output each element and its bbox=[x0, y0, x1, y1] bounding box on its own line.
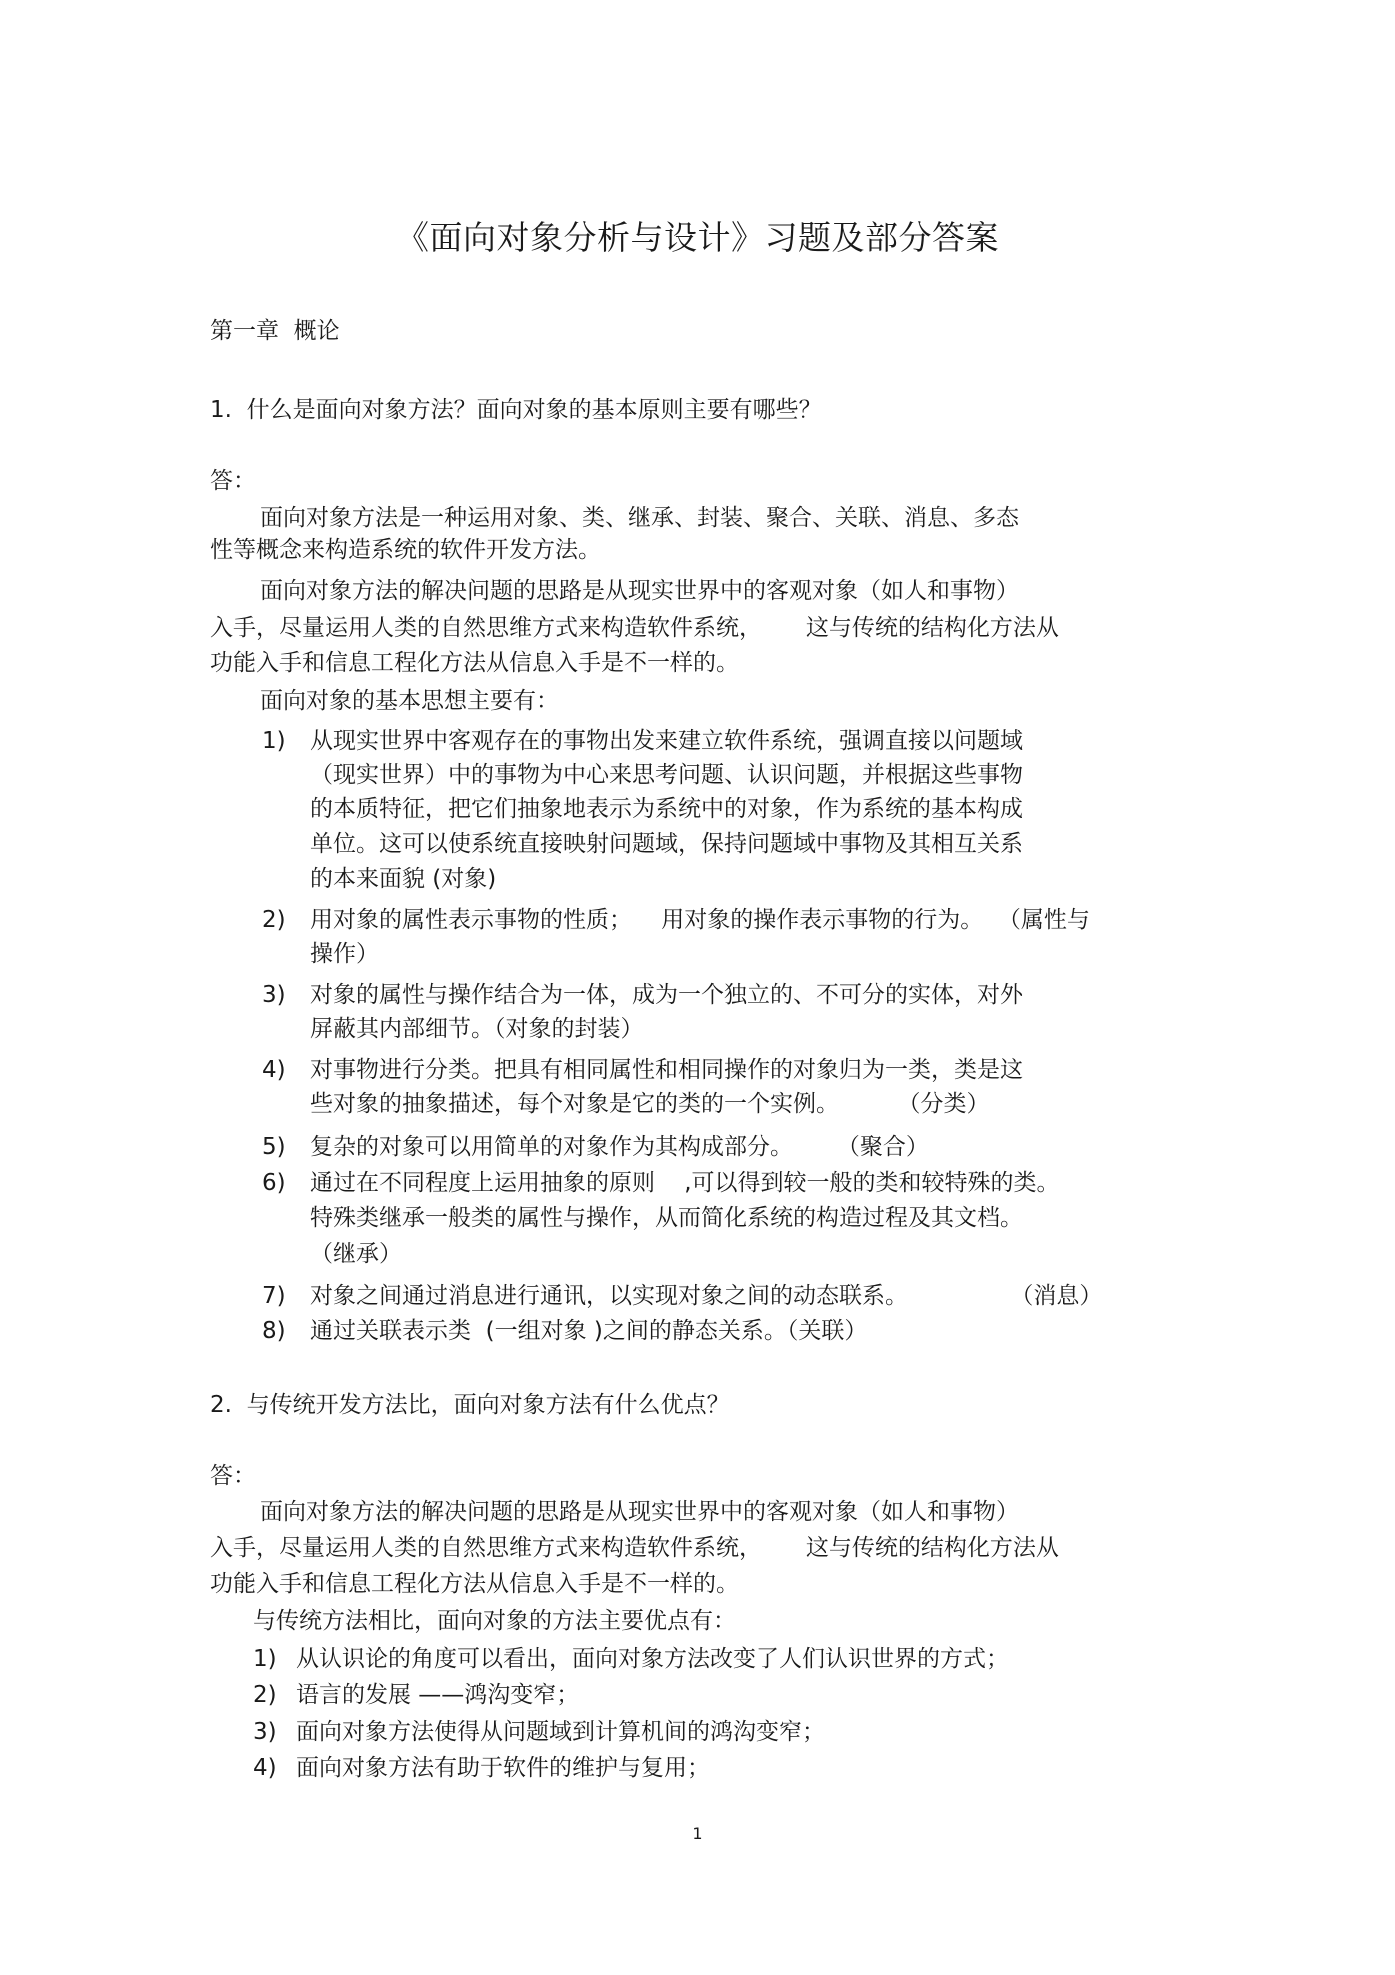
list-item-text: 些对象的抽象描述，每个对象是它的类的一个实例。 （分类） bbox=[310, 1091, 990, 1117]
list-item-number: 2) bbox=[253, 1682, 277, 1708]
page-number: 1 bbox=[692, 1824, 703, 1843]
q1-para2-line1: 面向对象方法的解决问题的思路是从现实世界中的客观对象（如人和事物） bbox=[260, 578, 1019, 604]
q2-para1-line2: 入手，尽量运用人类的自然思维方式来构造软件系统， 这与传统的结构化方法从 bbox=[210, 1535, 1059, 1561]
q2-para1-line1: 面向对象方法的解决问题的思路是从现实世界中的客观对象（如人和事物） bbox=[260, 1499, 1019, 1525]
list-item-number: 2) bbox=[262, 907, 286, 933]
q2-para1-line3: 功能入手和信息工程化方法从信息入手是不一样的。 bbox=[210, 1571, 739, 1597]
list-item-number: 1) bbox=[253, 1646, 277, 1672]
list-item-text: 用对象的属性表示事物的性质； 用对象的操作表示事物的行为。 （属性与 bbox=[310, 907, 1090, 933]
list-item-number: 1) bbox=[262, 728, 286, 754]
list-item-number: 8) bbox=[262, 1318, 286, 1344]
chapter-heading: 第一章 概论 bbox=[210, 318, 340, 344]
list-item-text: （现实世界）中的事物为中心来思考问题、认识问题，并根据这些事物 bbox=[310, 762, 1023, 788]
document-title: 《面向对象分析与设计》习题及部分答案 bbox=[396, 218, 999, 257]
list-item-text: 复杂的对象可以用简单的对象作为其构成部分。 （聚合） bbox=[310, 1134, 929, 1160]
list-item-text: 语言的发展 ——鸿沟变窄； bbox=[296, 1682, 580, 1708]
list-item-text: 通过在不同程度上运用抽象的原则 ,可以得到较一般的类和较特殊的类。 bbox=[310, 1170, 1060, 1196]
list-item-number: 7) bbox=[262, 1283, 286, 1309]
list-item-text: 屏蔽其内部细节。（对象的封装） bbox=[310, 1016, 644, 1042]
list-item-text: 从认识论的角度可以看出，面向对象方法改变了人们认识世界的方式； bbox=[296, 1646, 1009, 1672]
list-item-text: 面向对象方法有助于软件的维护与复用； bbox=[296, 1755, 710, 1781]
list-item-number: 3) bbox=[253, 1719, 277, 1745]
list-item-text: 对象之间通过消息进行通讯，以实现对象之间的动态联系。 （消息） bbox=[310, 1283, 1103, 1309]
q1-para1-line1: 面向对象方法是一种运用对象、类、继承、封装、聚合、关联、消息、多态 bbox=[260, 505, 1019, 531]
list-item-number: 4) bbox=[253, 1755, 277, 1781]
list-item-number: 4) bbox=[262, 1057, 286, 1083]
list-item-text: 对象的属性与操作结合为一体，成为一个独立的、不可分的实体，对外 bbox=[310, 982, 1023, 1008]
q1-para2-line3: 功能入手和信息工程化方法从信息入手是不一样的。 bbox=[210, 650, 739, 676]
list-item-number: 5) bbox=[262, 1134, 286, 1160]
q1-para1-line2: 性等概念来构造系统的软件开发方法。 bbox=[210, 537, 601, 563]
q1-para3: 面向对象的基本思想主要有： bbox=[260, 688, 559, 714]
list-item-text: （继承） bbox=[310, 1241, 402, 1267]
list-item-text: 对事物进行分类。把具有相同属性和相同操作的对象归为一类，类是这 bbox=[310, 1057, 1023, 1083]
q2-para2: 与传统方法相比，面向对象的方法主要优点有： bbox=[253, 1608, 736, 1634]
list-item-text: 单位。这可以使系统直接映射问题域，保持问题域中事物及其相互关系 bbox=[310, 831, 1023, 857]
list-item-number: 3) bbox=[262, 982, 286, 1008]
answer-label-2: 答： bbox=[210, 1463, 256, 1489]
list-item-text: 的本质特征，把它们抽象地表示为系统中的对象，作为系统的基本构成 bbox=[310, 796, 1023, 822]
list-item-number: 6) bbox=[262, 1170, 286, 1196]
question-1: 1. 什么是面向对象方法？面向对象的基本原则主要有哪些？ bbox=[210, 397, 822, 423]
list-item-text: 通过关联表示类 (一组对象 )之间的静态关系。（关联） bbox=[310, 1318, 868, 1344]
list-item-text: 从现实世界中客观存在的事物出发来建立软件系统，强调直接以问题域 bbox=[310, 728, 1023, 754]
answer-label-1: 答： bbox=[210, 468, 256, 494]
list-item-text: 的本来面貌 (对象) bbox=[310, 866, 497, 892]
question-2: 2. 与传统开发方法比，面向对象方法有什么优点？ bbox=[210, 1392, 730, 1418]
list-item-text: 特殊类继承一般类的属性与操作，从而简化系统的构造过程及其文档。 bbox=[310, 1205, 1023, 1231]
list-item-text: 操作） bbox=[310, 941, 379, 967]
list-item-text: 面向对象方法使得从问题域到计算机间的鸿沟变窄； bbox=[296, 1719, 825, 1745]
q1-para2-line2: 入手，尽量运用人类的自然思维方式来构造软件系统， 这与传统的结构化方法从 bbox=[210, 615, 1059, 641]
